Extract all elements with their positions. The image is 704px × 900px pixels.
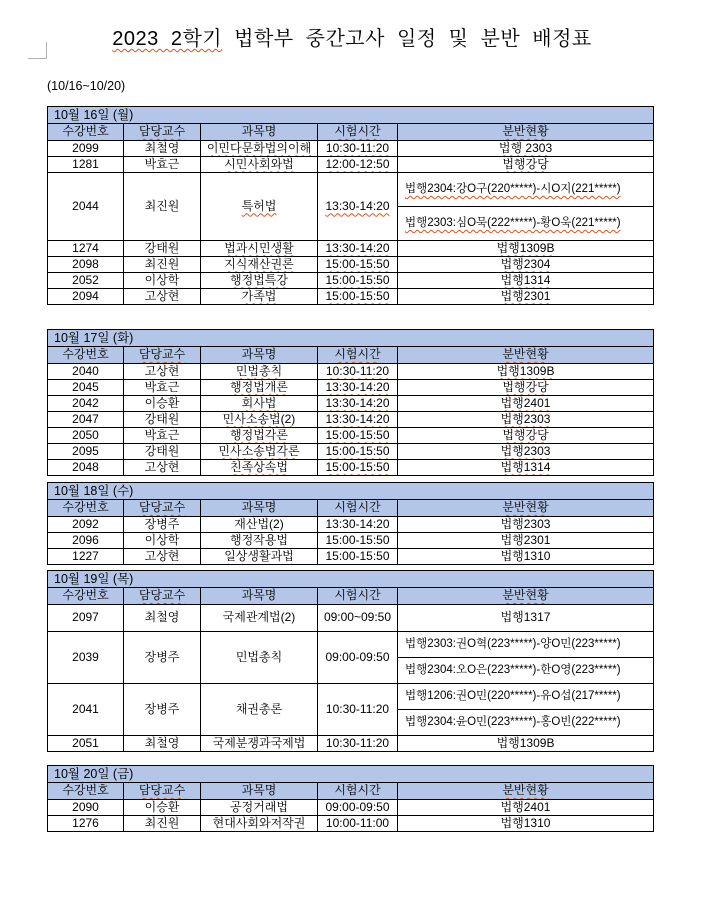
title-rest: 법학부 중간고사 일정 및 분반 배정표	[222, 28, 592, 50]
course-number: 2050	[48, 428, 124, 444]
room-assignment: 법행 2303	[398, 141, 654, 157]
column-header: 시험시간	[318, 588, 398, 605]
column-header-row	[48, 500, 654, 517]
exam-time: 13:30-14:20	[318, 517, 398, 533]
subject-name: 국제분쟁과국제법	[201, 736, 318, 752]
room-assignment: 법행강당	[398, 157, 654, 173]
professor-name: 강태원	[124, 444, 201, 460]
table-row	[48, 632, 654, 658]
column-header: 담당교수	[124, 500, 201, 517]
professor-name: 최철영	[124, 605, 201, 632]
exam-time: 15:00-15:50	[318, 257, 398, 273]
day-header-row	[48, 571, 654, 588]
exam-time: 15:00-15:50	[318, 444, 398, 460]
exam-day-table	[47, 570, 654, 752]
course-number: 2047	[48, 412, 124, 428]
table-row	[48, 396, 654, 412]
professor-name: 이상학	[124, 533, 201, 549]
column-header-row	[48, 783, 654, 800]
column-header: 수강번호	[48, 124, 124, 141]
column-header: 과목명	[201, 588, 318, 605]
table-row	[48, 460, 654, 476]
course-number: 1274	[48, 241, 124, 257]
exam-time: 15:00-15:50	[318, 273, 398, 289]
professor-name: 강태원	[124, 241, 201, 257]
day-header: 10월 17일 (화)	[48, 330, 654, 347]
exam-day-table	[47, 329, 654, 476]
exam-time: 09:00-09:50	[318, 632, 398, 684]
room-assignment: 법행강당	[398, 428, 654, 444]
course-number: 1227	[48, 549, 124, 565]
page-title	[0, 27, 704, 51]
course-number: 2095	[48, 444, 124, 460]
room-assignment: 법행2303	[398, 412, 654, 428]
table-row	[48, 380, 654, 396]
room-assignment: 법행2303	[398, 517, 654, 533]
professor-name: 최진원	[124, 816, 201, 832]
column-header-row	[48, 588, 654, 605]
subject-name: 행정법각론	[201, 428, 318, 444]
exam-day-table	[47, 482, 654, 565]
column-header: 시험시간	[318, 783, 398, 800]
course-number: 2045	[48, 380, 124, 396]
subject-name: 채권총론	[201, 684, 318, 736]
table-row	[48, 412, 654, 428]
column-header: 시험시간	[318, 500, 398, 517]
subject-name: 재산법(2)	[201, 517, 318, 533]
course-number: 1281	[48, 157, 124, 173]
room-assignment: 법행2401	[398, 800, 654, 816]
course-number: 2092	[48, 517, 124, 533]
exam-time: 13:30-14:20	[318, 241, 398, 257]
page-margin-corner-mark	[28, 42, 47, 59]
professor-name: 강태원	[124, 412, 201, 428]
column-header: 담당교수	[124, 347, 201, 364]
subject-name: 공정거래법	[201, 800, 318, 816]
table-row	[48, 157, 654, 173]
course-number: 2051	[48, 736, 124, 752]
subject-name: 행정작용법	[201, 533, 318, 549]
course-number: 2098	[48, 257, 124, 273]
course-number: 2044	[48, 173, 124, 241]
professor-name: 이상학	[124, 273, 201, 289]
course-number: 2099	[48, 141, 124, 157]
room-assignment: 법행2301	[398, 289, 654, 305]
column-header: 시험시간	[318, 347, 398, 364]
subject-name: 행정법개론	[201, 380, 318, 396]
exam-time: 15:00-15:50	[318, 460, 398, 476]
exam-time: 10:30-11:20	[318, 736, 398, 752]
date-range: (10/16~10/20)	[47, 79, 126, 93]
room-assignment: 법행2303:심O묵(222*****)-황O욱(221*****)	[398, 207, 654, 241]
room-assignment: 법행1309B	[398, 736, 654, 752]
professor-name: 최철영	[124, 141, 201, 157]
subject-name: 국제관계법(2)	[201, 605, 318, 632]
professor-name: 고상현	[124, 364, 201, 380]
table-row	[48, 428, 654, 444]
room-assignment: 법행1309B	[398, 364, 654, 380]
column-header: 분반현황	[398, 500, 654, 517]
course-number: 2042	[48, 396, 124, 412]
exam-time: 13:30-14:20	[318, 380, 398, 396]
room-assignment: 법행2303:권O혁(223*****)-양O민(223*****)	[398, 632, 654, 658]
table-row	[48, 141, 654, 157]
day-header: 10월 16일 (월)	[48, 107, 654, 124]
room-assignment: 법행강당	[398, 380, 654, 396]
column-header: 과목명	[201, 124, 318, 141]
table-row	[48, 444, 654, 460]
column-header: 수강번호	[48, 783, 124, 800]
room-assignment: 법행2304	[398, 257, 654, 273]
column-header: 과목명	[201, 500, 318, 517]
table-row	[48, 816, 654, 832]
column-header: 시험시간	[318, 124, 398, 141]
exam-time: 13:30-14:20	[318, 396, 398, 412]
professor-name: 고상현	[124, 289, 201, 305]
exam-time: 15:00-15:50	[318, 549, 398, 565]
course-number: 2041	[48, 684, 124, 736]
course-number: 2052	[48, 273, 124, 289]
day-header: 10월 20일 (금)	[48, 766, 654, 783]
course-number: 2048	[48, 460, 124, 476]
exam-tables	[0, 106, 704, 832]
table-row	[48, 517, 654, 533]
table-row	[48, 173, 654, 207]
subject-name: 시민사회와법	[201, 157, 318, 173]
exam-time: 09:00~09:50	[318, 605, 398, 632]
column-header-row	[48, 124, 654, 141]
course-number: 1276	[48, 816, 124, 832]
exam-time: 10:30-11:20	[318, 141, 398, 157]
day-header: 10월 18일 (수)	[48, 483, 654, 500]
table-row	[48, 241, 654, 257]
professor-name: 박효근	[124, 157, 201, 173]
professor-name: 고상현	[124, 549, 201, 565]
column-header: 과목명	[201, 783, 318, 800]
exam-time: 09:00-09:50	[318, 800, 398, 816]
table-row	[48, 684, 654, 710]
professor-name: 최진원	[124, 173, 201, 241]
room-assignment: 법행2301	[398, 533, 654, 549]
day-header-row	[48, 766, 654, 783]
professor-name: 박효근	[124, 428, 201, 444]
table-row	[48, 257, 654, 273]
day-header-row	[48, 483, 654, 500]
column-header-row	[48, 347, 654, 364]
subject-name: 민사소송법각론	[201, 444, 318, 460]
column-header: 분반현황	[398, 783, 654, 800]
subject-name: 법과시민생활	[201, 241, 318, 257]
exam-time: 15:00-15:50	[318, 428, 398, 444]
subject-name: 이민다문화법의이해	[201, 141, 318, 157]
exam-time: 13:30-14:20	[318, 173, 398, 241]
exam-time: 10:00-11:00	[318, 816, 398, 832]
table-row	[48, 364, 654, 380]
exam-time: 10:30-11:20	[318, 364, 398, 380]
room-assignment: 법행1314	[398, 273, 654, 289]
professor-name: 이승환	[124, 396, 201, 412]
exam-time: 15:00-15:50	[318, 289, 398, 305]
professor-name: 최철영	[124, 736, 201, 752]
professor-name: 장병주	[124, 517, 201, 533]
professor-name: 고상현	[124, 460, 201, 476]
room-assignment: 법행2304:윤O민(223*****)-홍O빈(222*****)	[398, 710, 654, 736]
exam-time: 15:00-15:50	[318, 533, 398, 549]
exam-time: 13:30-14:20	[318, 412, 398, 428]
course-number: 2094	[48, 289, 124, 305]
room-assignment: 법행1310	[398, 549, 654, 565]
table-row	[48, 289, 654, 305]
room-assignment: 법행1206:권O민(220*****)-유O섭(217*****)	[398, 684, 654, 710]
professor-name: 장병주	[124, 632, 201, 684]
exam-day-table	[47, 106, 654, 305]
subject-name: 특허법	[201, 173, 318, 241]
subject-name: 현대사회와저작권	[201, 816, 318, 832]
course-number: 2090	[48, 800, 124, 816]
column-header: 수강번호	[48, 588, 124, 605]
day-header-row	[48, 330, 654, 347]
table-row	[48, 800, 654, 816]
course-number: 2096	[48, 533, 124, 549]
column-header: 수강번호	[48, 500, 124, 517]
room-assignment: 법행2303	[398, 444, 654, 460]
room-assignment: 법행1317	[398, 605, 654, 632]
professor-name: 이승환	[124, 800, 201, 816]
professor-name: 박효근	[124, 380, 201, 396]
title-semester: 2023 2학기	[112, 28, 223, 50]
room-assignment: 법행1310	[398, 816, 654, 832]
subject-name: 친족상속법	[201, 460, 318, 476]
column-header: 담당교수	[124, 588, 201, 605]
column-header: 분반현황	[398, 588, 654, 605]
subject-name: 민사소송법(2)	[201, 412, 318, 428]
room-assignment: 법행2304:강O구(220*****)-시O지(221*****)	[398, 173, 654, 207]
subject-name: 가족법	[201, 289, 318, 305]
column-header: 담당교수	[124, 124, 201, 141]
professor-name: 최진원	[124, 257, 201, 273]
column-header: 분반현황	[398, 124, 654, 141]
exam-time: 12:00-12:50	[318, 157, 398, 173]
course-number: 2039	[48, 632, 124, 684]
course-number: 2097	[48, 605, 124, 632]
column-header: 수강번호	[48, 347, 124, 364]
course-number: 2040	[48, 364, 124, 380]
subject-name: 민법총칙	[201, 364, 318, 380]
table-row	[48, 736, 654, 752]
table-row	[48, 549, 654, 565]
room-assignment: 법행2304:오O은(223*****)-한O영(223*****)	[398, 658, 654, 684]
room-assignment: 법행1309B	[398, 241, 654, 257]
column-header: 과목명	[201, 347, 318, 364]
subject-name: 회사법	[201, 396, 318, 412]
subject-name: 지식재산권론	[201, 257, 318, 273]
table-row	[48, 533, 654, 549]
table-row	[48, 605, 654, 632]
professor-name: 장병주	[124, 684, 201, 736]
room-assignment: 법행2401	[398, 396, 654, 412]
subject-name: 행정법특강	[201, 273, 318, 289]
exam-time: 10:30-11:20	[318, 684, 398, 736]
subject-name: 민법총칙	[201, 632, 318, 684]
subject-name: 일상생활과법	[201, 549, 318, 565]
table-row	[48, 273, 654, 289]
exam-day-table	[47, 765, 654, 832]
room-assignment: 법행1314	[398, 460, 654, 476]
day-header-row	[48, 107, 654, 124]
column-header: 분반현황	[398, 347, 654, 364]
column-header: 담당교수	[124, 783, 201, 800]
day-header: 10월 19일 (목)	[48, 571, 654, 588]
